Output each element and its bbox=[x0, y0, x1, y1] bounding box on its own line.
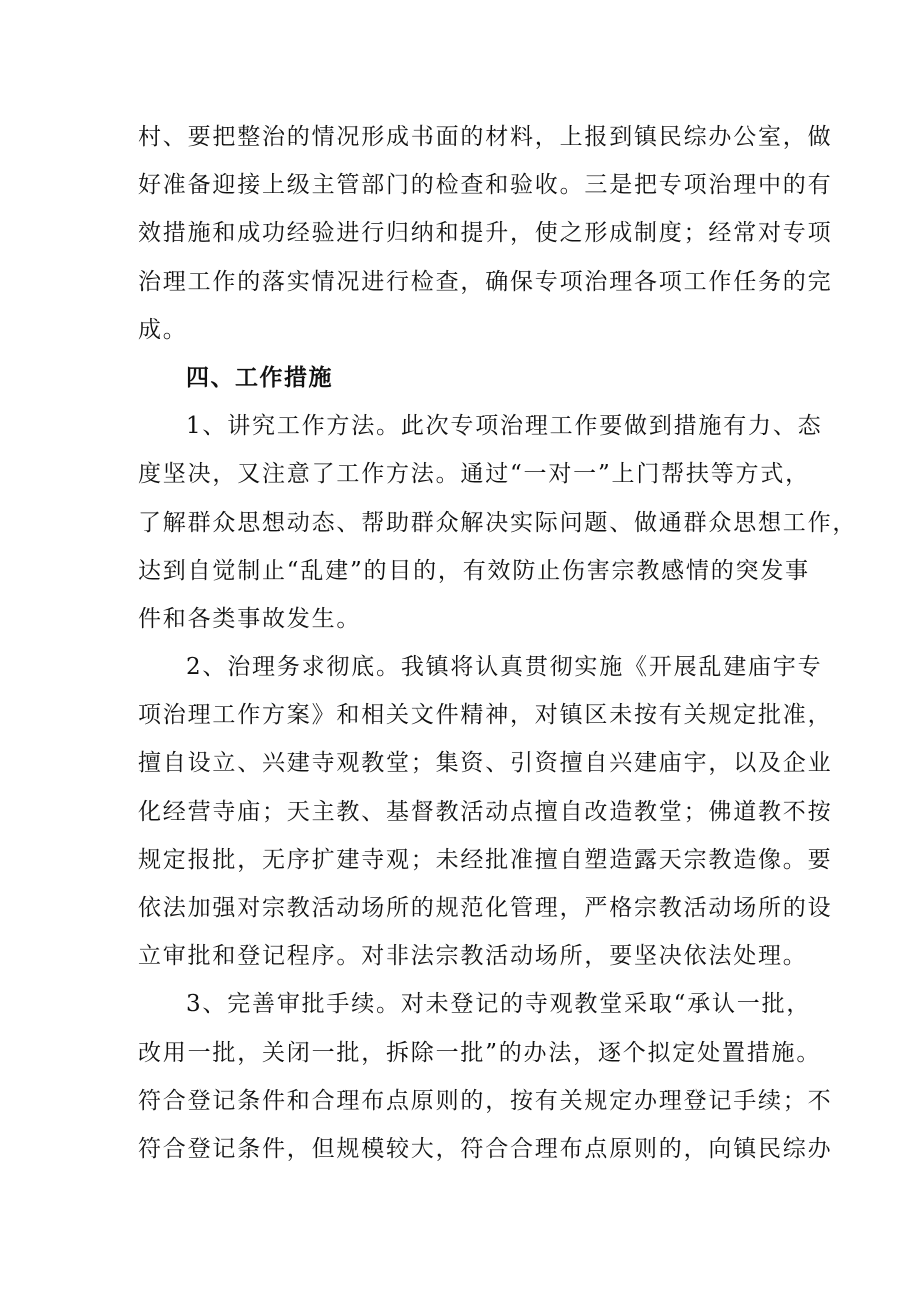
text-line: 达到自觉制止“乱建”的目的，有效防止伤害宗教感情的突发事 bbox=[138, 557, 810, 584]
text-line: 项治理工作方案》和相关文件精神，对镇区未按有关规定批准， bbox=[138, 702, 833, 729]
text-line: 化经营寺庙；天主教、基督教活动点擅自改造教堂；佛道教不按 bbox=[138, 798, 833, 825]
text-line: 好准备迎接上级主管部门的检查和验收。三是把专项治理中的有 bbox=[138, 172, 833, 199]
text-line: 依法加强对宗教活动场所的规范化管理，严格宗教活动场所的设 bbox=[138, 895, 833, 921]
text-line: 2、治理务求彻底。我镇将认真贯彻实施《开展乱建庙宇专 bbox=[186, 654, 823, 681]
text-line: 成。 bbox=[138, 316, 188, 343]
paragraph-thorough-governance bbox=[138, 643, 833, 980]
text-line: 村、要把整治的情况形成书面的材料，上报到镇民综办公室，做 bbox=[138, 124, 833, 150]
text-line: 3、完善审批手续。对未登记的寺观教堂采取“承认一批， bbox=[186, 991, 812, 1018]
text-line: 擅自设立、兴建寺观教堂；集资、引资擅自兴建庙宇，以及企业 bbox=[138, 750, 833, 777]
text-line: 符合登记条件，但规模较大，符合合理布点原则的，向镇民综办 bbox=[138, 1135, 833, 1162]
section-heading: 四、工作措施 bbox=[186, 364, 333, 391]
document-body bbox=[138, 113, 858, 1173]
paragraph-intro bbox=[138, 113, 833, 354]
text-line: 度坚决，又注意了工作方法。通过“一对一”上门帮扶等方式， bbox=[138, 461, 810, 488]
text-line: 立审批和登记程序。对非法宗教活动场所，要坚决依法处理。 bbox=[138, 943, 808, 970]
text-line: 件和各类事故发生。 bbox=[138, 605, 362, 632]
text-line: 符合登记条件和合理布点原则的，按有关规定办理登记手续；不 bbox=[138, 1087, 833, 1114]
text-line: 了解群众思想动态、帮助群众解决实际问题、做通群众思想工作， bbox=[138, 509, 858, 536]
text-line: 改用一批，关闭一批，拆除一批”的办法，逐个拟定处置措施。 bbox=[138, 1039, 822, 1066]
text-line: 规定报批，无序扩建寺观；未经批准擅自塑造露天宗教造像。要 bbox=[138, 846, 833, 873]
paragraph-approval-procedures bbox=[138, 980, 833, 1173]
paragraph-work-method bbox=[138, 402, 858, 643]
text-line: 1、讲究工作方法。此次专项治理工作要做到措施有力、态 bbox=[186, 413, 823, 440]
text-line: 效措施和成功经验进行归纳和提升，使之形成制度；经常对专项 bbox=[138, 220, 833, 247]
text-line: 治理工作的落实情况进行检查，确保专项治理各项工作任务的完 bbox=[138, 268, 833, 295]
